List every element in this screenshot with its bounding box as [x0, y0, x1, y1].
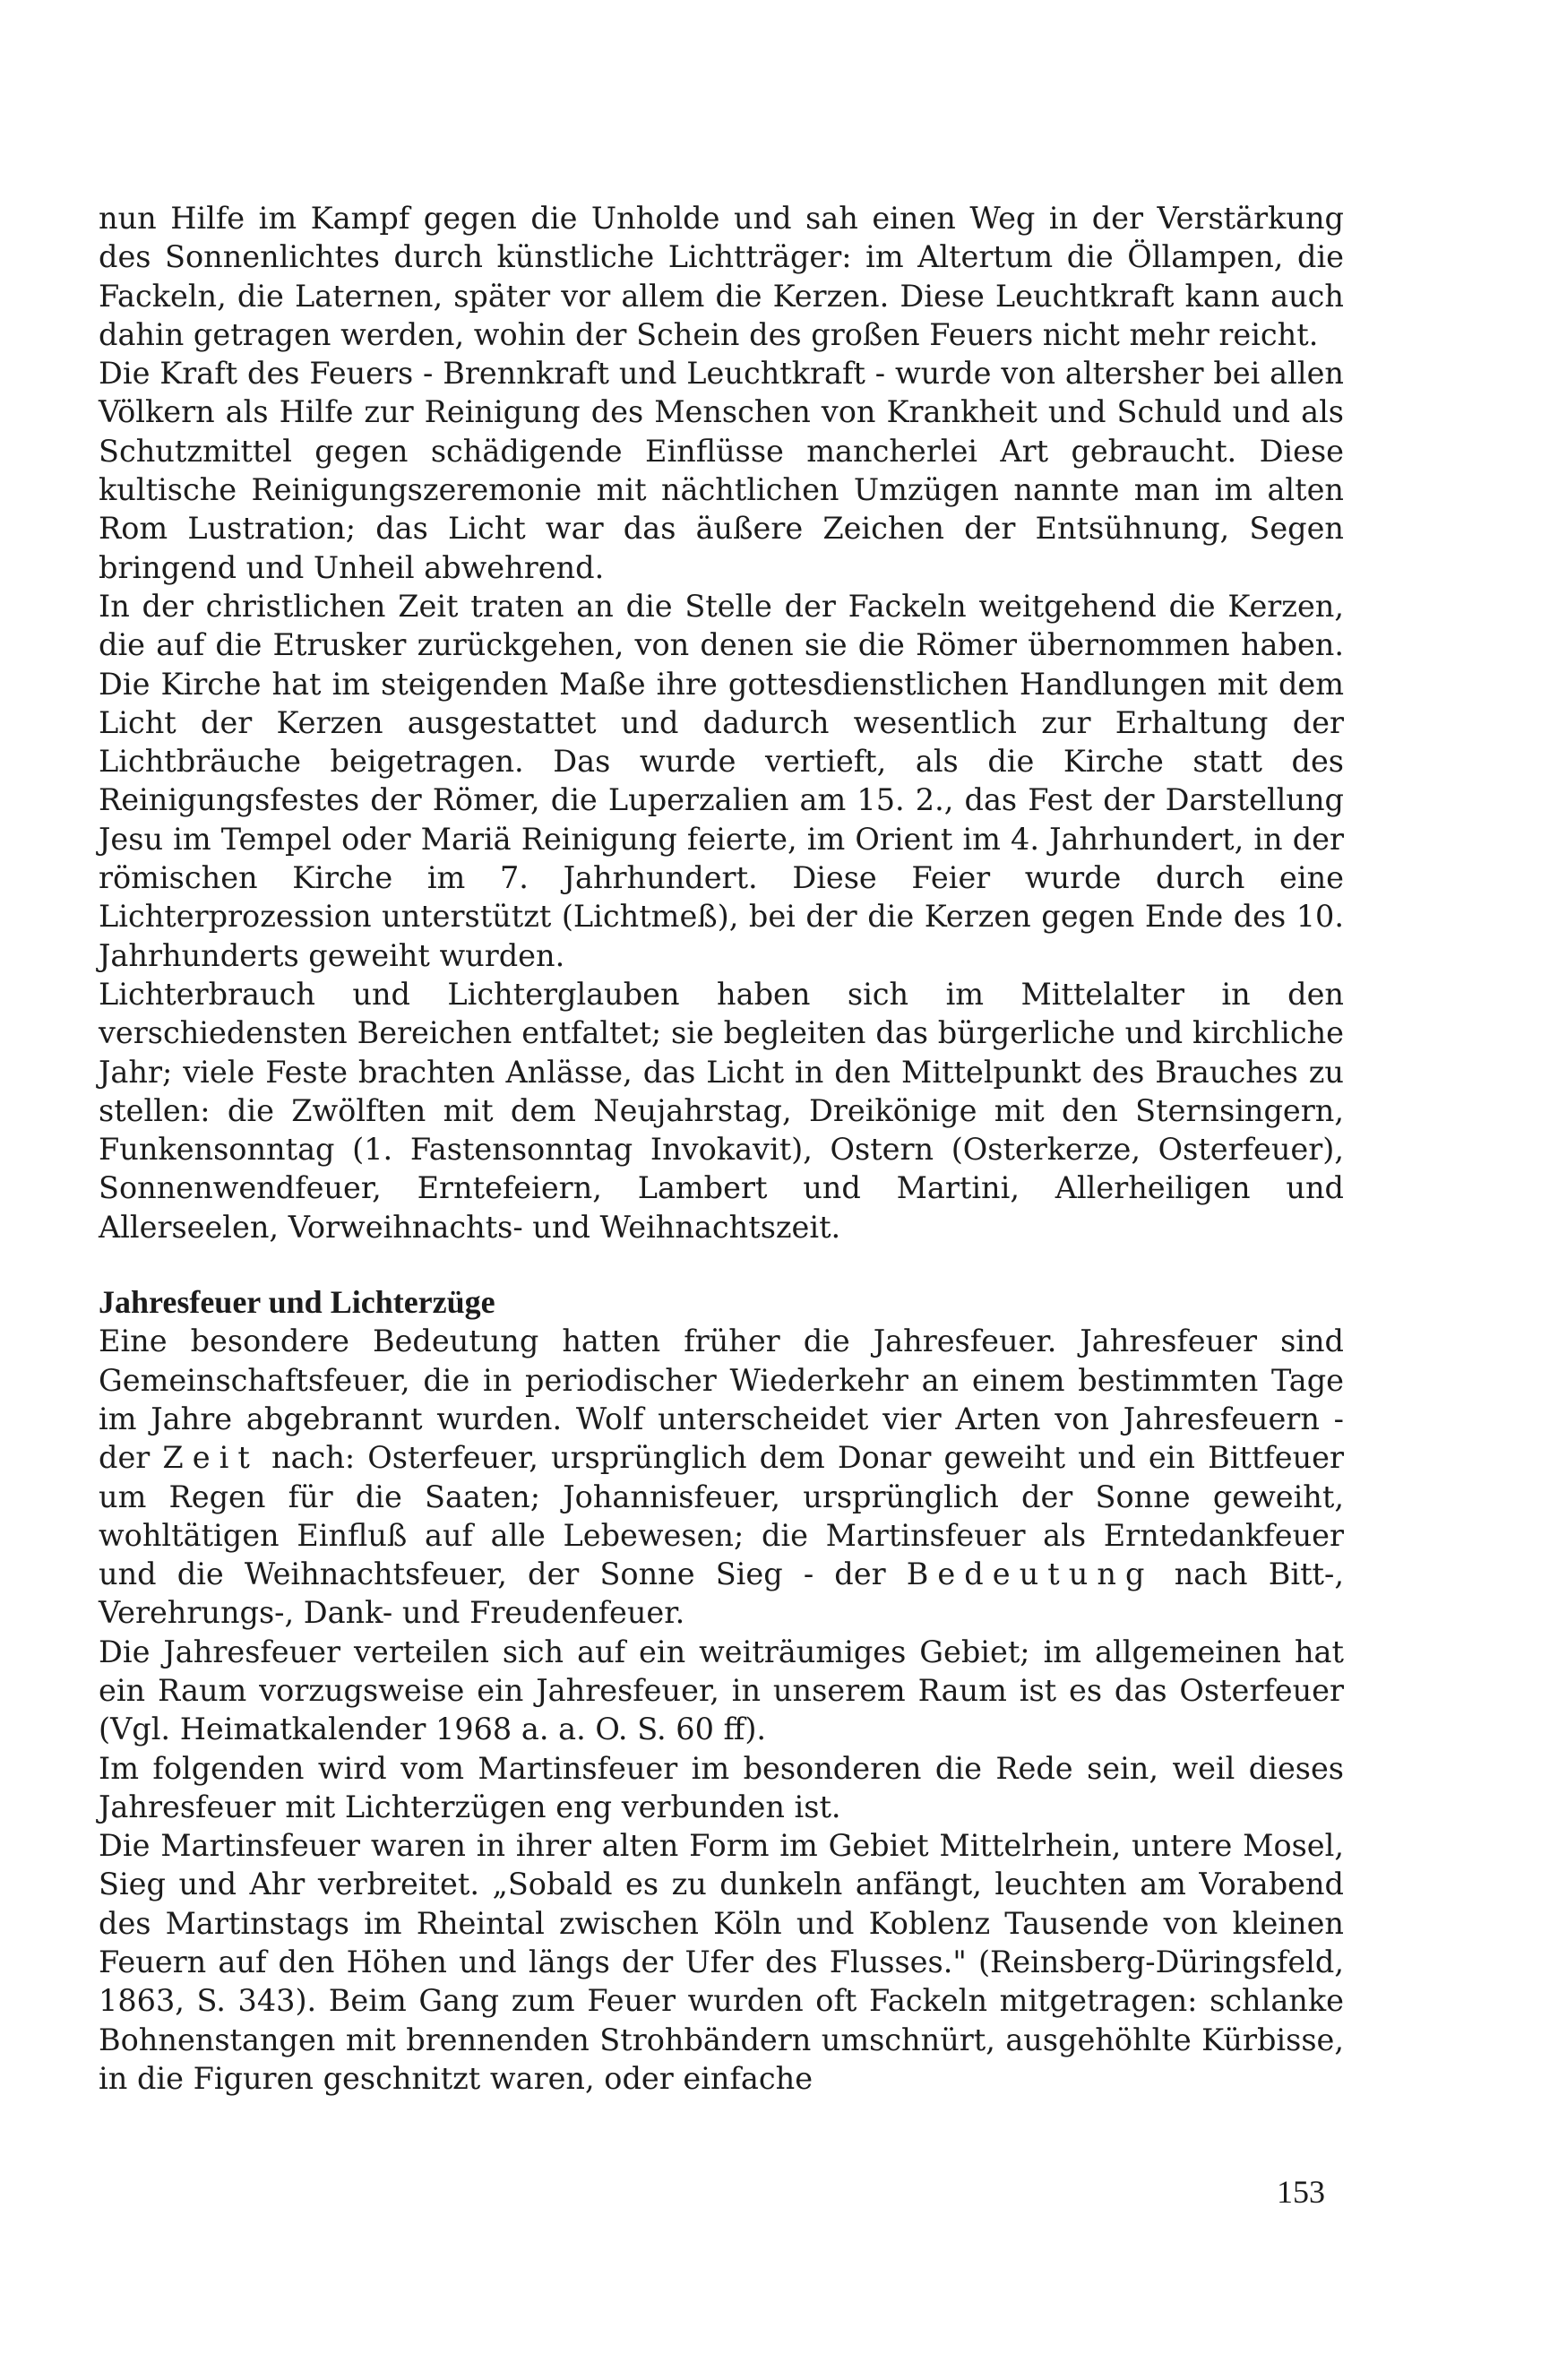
paragraph: Die Kraft des Feuers - Brennkraft und Leuchtkraft - wurde von altersher bei allen Völkern als Hilfe zur Reinigung des Menschen von Krankheit und Schuld und als Schutzmittel gegen schädigende Einflüsse mancherlei Art gebraucht. Diese kultische Reinigungszeremonie mit nächtlichen Umzügen nannte man im alten Rom Lustration; das Licht war das äußere Zeichen der Entsühnung, Segen bringend und Unheil abwehrend.	[99, 356, 1344, 585]
page-number: 153	[1277, 2174, 1325, 2210]
paragraph: Im folgenden wird vom Martinsfeuer im besonderen die Rede sein, weil dieses Jahresfeuer mit Lichterzügen eng verbunden ist.	[99, 1750, 1344, 1824]
paragraph-jahresfeuer	[99, 1322, 1344, 1632]
spaced-emphasis: Bedeutung	[906, 1556, 1154, 1592]
text-span: Eine besondere Bedeutung hatten früher die Jahresfeuer. Jahresfeuer sind Gemeinschaftsfeuer, die in periodischer Wiederkehr an einem bestimmten Tage im Jahre abgebrannt wurden. Wolf unterscheidet vier Arten von Jahresfeuern - der	[99, 1324, 1344, 1476]
text-span: nach Bitt-, Verehrungs-, Dank- und Freudenfeuer.	[99, 1556, 1344, 1631]
paragraph: nun Hilfe im Kampf gegen die Unholde und sah einen Weg in der Verstärkung des Sonnenlichtes durch künstliche Lichtträger: im Altertum die Öllampen, die Fackeln, die Laternen, später vor allem die Kerzen. Diese Leuchtkraft kann auch dahin getragen werden, wohin der Schein des großen Feuers nicht mehr reicht.	[99, 201, 1344, 352]
page-body	[99, 199, 1344, 2098]
spaced-emphasis: Zeit	[162, 1440, 259, 1476]
paragraph: Die Martinsfeuer waren in ihrer alten Form im Gebiet Mittelrhein, untere Mosel, Sieg und Ahr verbreitet. „Sobald es zu dunkeln anfängt, leuchten am Vorabend des Martinstags im Rheintal zwischen Köln und Koblenz Tausende von kleinen Feuern auf den Höhen und längs der Ufer des Flusses." (Reinsberg-Düringsfeld, 1863, S. 343). Beim Gang zum Feuer wurden oft Fackeln mitgetragen: schlanke Bohnenstangen mit brennenden Strohbändern umschnürt, ausgehöhlte Kürbisse, in die Figuren geschnitzt waren, oder einfache	[99, 1828, 1344, 2096]
paragraph: Die Jahresfeuer verteilen sich auf ein weiträumiges Gebiet; im allgemeinen hat ein Raum vorzugsweise ein Jahresfeuer, in unserem Raum ist es das Osterfeuer (Vgl. Heimatkalender 1968 a. a. O. S. 60 ff).	[99, 1634, 1344, 1747]
paragraph: Lichterbrauch und Lichterglauben haben sich im Mittelalter in den verschiedensten Bereichen entfaltet; sie begleiten das bürgerliche und kirchliche Jahr; viele Feste brachten Anlässe, das Licht in den Mittelpunkt des Brauches zu stellen: die Zwölften mit dem Neujahrstag, Dreikönige mit den Sternsingern, Funkensonntag (1. Fastensonntag Invokavit), Ostern (Osterkerze, Osterfeuer), Sonnenwendfeuer, Erntefeiern, Lambert und Martini, Allerheiligen und Allerseelen, Vorweihnachts- und Weihnachtszeit.	[99, 976, 1344, 1245]
section-heading: Jahresfeuer und Lichterzüge	[99, 1284, 495, 1321]
paragraph: In der christlichen Zeit traten an die Stelle der Fackeln weitgehend die Kerzen, die auf die Etrusker zurückgehen, von denen sie die Römer übernommen haben. Die Kirche hat im steigenden Maße ihre gottesdienstlichen Handlungen mit dem Licht der Kerzen ausgestattet und dadurch wesentlich zur Erhaltung der Lichtbräuche beigetragen. Das wurde vertieft, als die Kirche statt des Reinigungsfestes der Römer, die Luperzalien am 15. 2., das Fest der Darstellung Jesu im Tempel oder Mariä Reinigung feierte, im Orient im 4. Jahrhundert, in der römischen Kirche im 7. Jahrhundert. Diese Feier wurde durch eine Lichterprozession unterstützt (Lichtmeß), bei der die Kerzen gegen Ende des 10. Jahrhunderts geweiht wurden.	[99, 588, 1344, 973]
text-span: nach: Osterfeuer, ursprünglich dem Donar geweiht und ein Bittfeuer um Regen für die Saaten; Johannisfeuer, ursprünglich der Sonne geweiht, wohltätigen Einfluß auf alle Lebewesen; die Martinsfeuer als Erntedankfeuer und die Weihnachtsfeuer, der Sonne Sieg - der	[99, 1440, 1344, 1592]
